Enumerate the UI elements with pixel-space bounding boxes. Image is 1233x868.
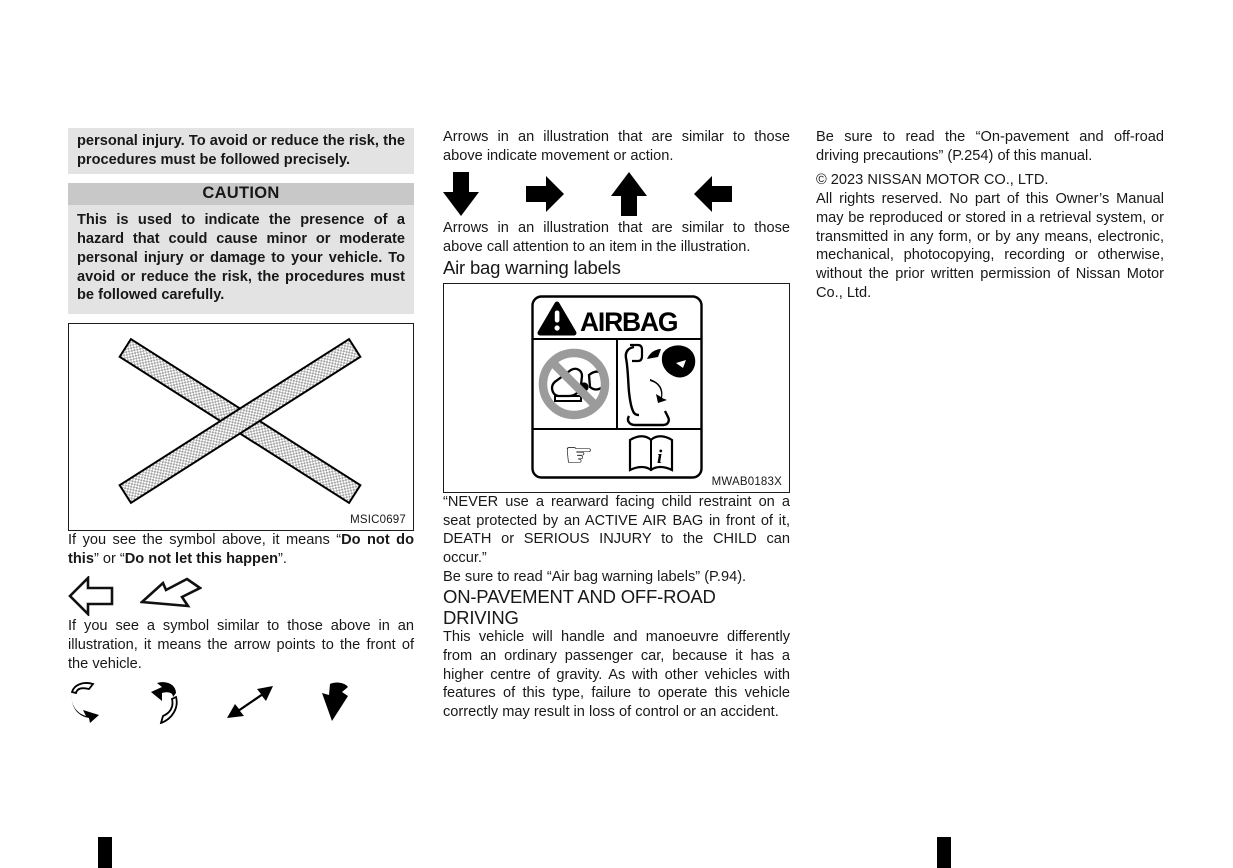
block-arrow-perspective-outline-icon	[140, 577, 202, 615]
page-marker-left	[98, 837, 112, 868]
solid-arrow-left-icon	[694, 174, 732, 214]
airbag-warning-text: “NEVER use a rearward facing child restraint on a seat protected by an ACTIVE AIR BAG in front of it, DEATH or SERIOUS INJURY to the CHILD can occur.”	[443, 493, 790, 566]
symbol-meaning-post: ”.	[278, 550, 287, 567]
pointing-hand-icon: ☞	[563, 434, 594, 474]
symbol-meaning-pre: If you see the symbol above, it means “	[68, 531, 342, 548]
airbag-label-text: AIRBAG	[579, 306, 677, 337]
figure-code: MWAB0183X	[711, 475, 782, 488]
airbag-read-note: Be sure to read “Air bag warning labels” (P.94).	[443, 568, 747, 585]
page-marker-right	[937, 837, 951, 868]
symbol-meaning-mid: ” or “	[93, 550, 125, 567]
figure-code: MSIC0697	[350, 513, 406, 526]
solid-arrow-right-icon	[526, 174, 564, 214]
front-arrow-note: If you see a symbol similar to those above in an illustration, it means the arrow points to the front of the vehicle.	[68, 618, 414, 672]
bent-arrow-down-left-icon	[321, 682, 351, 722]
do-not-symbol-figure	[68, 323, 414, 531]
rights-text: All rights reserved. No part of this Owner’s Manual may be reproduced or stored in a retrieval system, or transmitted in any form, or by any means, electronic, mechanical, photocopying, recording or otherwise, without the prior written permission of Nissan Motor Co., Ltd.	[816, 191, 1164, 301]
solid-arrow-down-icon	[443, 172, 479, 216]
symbol-meaning-text	[68, 531, 414, 568]
owners-manual-book-icon	[630, 436, 672, 470]
book-info-letter: i	[656, 446, 662, 468]
hatched-x-icon	[69, 324, 412, 527]
airbag-label-figure	[443, 283, 790, 493]
caution-body: This is used to indicate the presence of a hazard that could cause minor or moderate personal injury or damage to your vehicle. To avoid or reduce the risk, the procedures must be followed carefully.	[68, 205, 414, 314]
attention-note: Arrows in an illustration that are similar to those above call attention to an item in the illustration.	[443, 220, 790, 256]
double-diagonal-arrow-icon	[227, 686, 273, 718]
symbol-meaning-bold1: Do not do this	[68, 531, 414, 567]
curved-arrow-counterclockwise-icon	[149, 680, 179, 724]
symbol-meaning-bold2: Do not let this happen	[124, 550, 278, 567]
movement-arrows	[68, 681, 414, 723]
driving-read-note: Be sure to read the “On-pavement and off-road driving precautions” (P.254) of this manual.	[816, 129, 1164, 164]
driving-heading: ON-PAVEMENT AND OFF-ROAD DRIVING	[443, 586, 716, 629]
column-left	[68, 128, 414, 723]
column-right	[816, 128, 1164, 302]
copyright-line: © 2023 NISSAN MOTOR CO., LTD.	[816, 172, 1049, 189]
warning-continuation-box: personal injury. To avoid or reduce the risk, the procedures must be followed precisely.	[68, 128, 414, 174]
block-arrow-left-outline-icon	[68, 576, 114, 616]
driving-body: This vehicle will handle and manoeuvre differently from an ordinary passenger car, because it has a higher centre of gravity. As with other vehicles with features of this type, failure to operate this vehicle correctly may result in loss of control or an accident.	[443, 629, 790, 721]
solid-arrow-up-icon	[611, 172, 647, 216]
caution-header: CAUTION	[68, 183, 414, 205]
attention-arrows	[443, 172, 790, 216]
curved-arrow-clockwise-icon	[68, 681, 101, 723]
airbag-heading: Air bag warning labels	[443, 256, 621, 278]
airbag-warning-label-icon	[531, 295, 703, 479]
column-middle	[443, 128, 790, 722]
front-direction-arrows	[68, 575, 414, 617]
movement-note: Arrows in an illustration that are similar to those above indicate movement or action.	[443, 129, 790, 164]
